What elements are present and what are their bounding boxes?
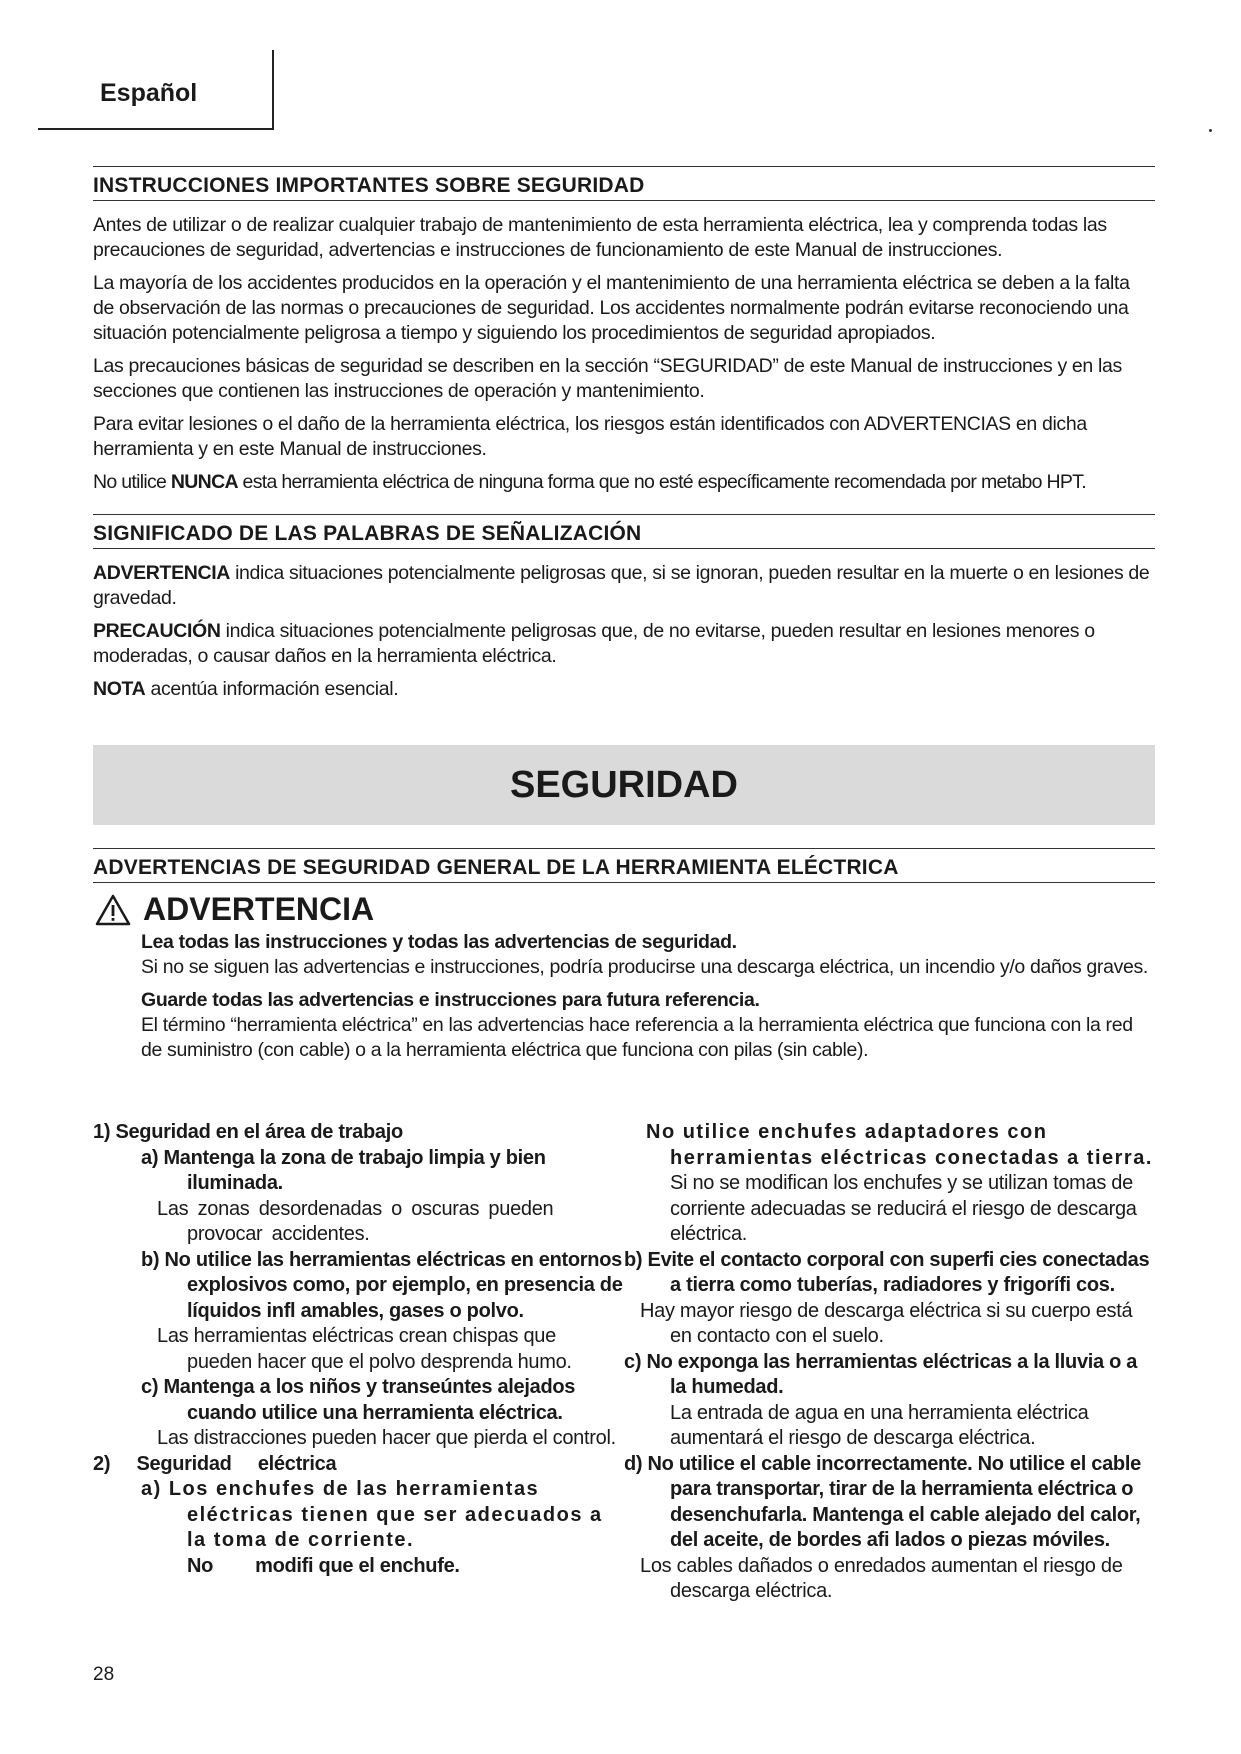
rb-text: Hay mayor riesgo de descarga eléctrica si su cuerpo está en contacto con el suelo.	[640, 1299, 1133, 1347]
important-section	[93, 166, 1155, 503]
s1a-text: Las zonas desordenadas o oscuras pueden provocar accidentes.	[157, 1197, 554, 1245]
warning-text: indica situaciones potencialmente peligrosas que, si se ignoran, pueden resultar en la muerte o en lesiones de gravedad.	[93, 562, 1150, 609]
read-all-text: Si no se siguen las advertencias e instrucciones, podría producirse una descarga eléctrica, un incendio y/o daños graves.	[141, 956, 1148, 978]
important-heading: INSTRUCCIONES IMPORTANTES SOBRE SEGURIDAD	[93, 166, 1155, 201]
corner-dot	[1209, 129, 1212, 132]
note-text: acentúa información esencial.	[145, 678, 399, 700]
read-all-block	[141, 930, 1155, 980]
tab-border-right	[272, 50, 274, 130]
read-all-title: Lea todas las instrucciones y todas las advertencias de seguridad.	[141, 931, 737, 953]
important-p2: La mayoría de los accidentes producidos en la operación y el mantenimiento de una herramienta eléctrica se deben a la falta de observación de las normas o precauciones de seguridad. Los accidentes normalmente podrán evitarse reconociendo una situación potencialmente peligrosa a tiempo y siguiendo los procedimientos de seguridad apropiados.	[93, 272, 1130, 344]
keep-block	[141, 988, 1155, 1063]
s1c-text: Las distracciones pueden hacer que pierda el control.	[157, 1427, 616, 1449]
warning-header	[95, 891, 1155, 928]
signal-note	[93, 677, 1155, 702]
important-p3: Las precauciones básicas de seguridad se describen en la sección “SEGURIDAD” de este Manual de instrucciones y en las secciones que contienen las instrucciones de operación y mantenimiento.	[93, 355, 1122, 402]
signal-heading: SIGNIFICADO DE LAS PALABRAS DE SEÑALIZACIÓN	[93, 514, 1155, 549]
warning-term: ADVERTENCIA	[93, 562, 230, 584]
right-column	[624, 1120, 1155, 1605]
signal-caution	[93, 619, 1155, 669]
safety-banner: SEGURIDAD	[93, 745, 1155, 825]
keep-title: Guarde todas las advertencias e instrucciones para futura referencia.	[141, 989, 760, 1011]
rc-text: La entrada de agua en una herramienta eléctrica aumentará el riesgo de descarga eléctrica.	[670, 1401, 1089, 1449]
important-p4: Para evitar lesiones o el daño de la herramienta eléctrica, los riesgos están identificados con ADVERTENCIAS en dicha herramienta y en este Manual de instrucciones.	[93, 413, 1087, 460]
s1-heading: 1) Seguridad en el área de trabajo	[93, 1121, 403, 1143]
s1b-rule: b) No utilice las herramientas eléctricas en entornos explosivos como, por ejemplo, en presencia de líquidos infl amables, gases o polvo.	[141, 1248, 623, 1322]
general-section	[93, 848, 1155, 1071]
s1c-rule: c) Mantenga a los niños y transeúntes alejados cuando utilice una herramienta eléctrica.	[141, 1376, 576, 1424]
rc-rule: c) No exponga las herramientas eléctricas a la lluvia o a la humedad.	[624, 1350, 1138, 1398]
signal-warning	[93, 561, 1155, 611]
s2-heading: 2) Seguridad eléctrica	[93, 1452, 337, 1475]
important-p1: Antes de utilizar o de realizar cualquier trabajo de mantenimiento de esta herramienta eléctrica, lea y comprenda todas las precauciones de seguridad, advertencias e instrucciones de funcionamiento de este Manual de instrucciones.	[93, 214, 1107, 261]
rd-text: Los cables dañados o enredados aumentan el riesgo de descarga eléctrica.	[640, 1554, 1123, 1602]
p5-post: esta herramienta eléctrica de ninguna forma que no esté específicamente recomendada por metabo HPT.	[237, 471, 1086, 493]
language-label: Español	[100, 79, 198, 107]
p5-bold: NUNCA	[170, 471, 238, 493]
general-heading: ADVERTENCIAS DE SEGURIDAD GENERAL DE LA HERRAMIENTA ELÉCTRICA	[93, 848, 1155, 883]
rd-rule: d) No utilice el cable incorrectamente. No utilice el cable para transportar, tirar de la herramienta eléctrica o desenchufarla. Mantenga el cable alejado del calor, del aceite, de bordes afi lados o piezas móviles.	[624, 1452, 1141, 1551]
s2a-rule: a) Los enchufes de las herramientas eléctricas tienen que ser adecuados a la toma de corriente.	[141, 1478, 603, 1551]
warning-triangle-icon	[95, 894, 131, 926]
r1-rule: No utilice enchufes adaptadores con herramientas eléctricas conectadas a tierra.	[646, 1121, 1153, 1169]
important-p5	[93, 470, 1155, 495]
left-column	[93, 1120, 624, 1605]
signal-section	[93, 514, 1155, 710]
rb-rule: b) Evite el contacto corporal con superfi cies conectadas a tierra como tuberías, radiadores y frigorífi cos.	[624, 1248, 1150, 1296]
keep-text: El término “herramienta eléctrica” en las advertencias hace referencia a la herramienta eléctrica que funciona con la red de suministro (con cable) o a la herramienta eléctrica que funciona con pilas (sin cable).	[141, 1014, 1133, 1061]
s1b-text: Las herramientas eléctricas crean chispas que pueden hacer que el polvo desprenda humo.	[157, 1325, 572, 1373]
tab-border-bottom	[38, 128, 274, 130]
two-columns	[93, 1120, 1155, 1605]
warning-title: ADVERTENCIA	[143, 891, 375, 927]
r1-text: Si no se modifican los enchufes y se utilizan tomas de corriente adecuadas se reducirá el riesgo de descarga eléctrica.	[670, 1172, 1137, 1245]
language-tab	[38, 50, 274, 130]
s2a-rule-2: No modifi que el enchufe.	[187, 1554, 460, 1577]
caution-text: indica situaciones potencialmente peligrosas que, de no evitarse, pueden resultar en lesiones menores o moderadas, o causar daños en la herramienta eléctrica.	[93, 620, 1095, 667]
page-number: 28	[93, 1664, 115, 1685]
s1a-rule: a) Mantenga la zona de trabajo limpia y bien iluminada.	[141, 1146, 546, 1194]
p5-pre: No utilice	[93, 471, 171, 493]
note-term: NOTA	[93, 678, 146, 700]
caution-term: PRECAUCIÓN	[93, 620, 221, 642]
